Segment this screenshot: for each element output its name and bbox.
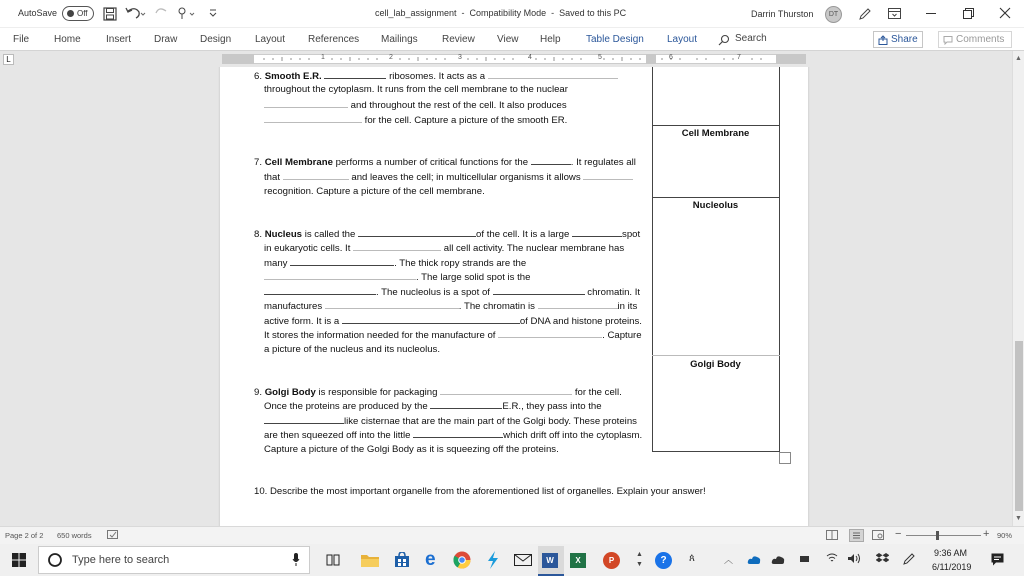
- onedrive-icon[interactable]: [747, 555, 761, 567]
- q8-line8: It stores the information needed for the manufacture of . Capture: [264, 330, 642, 341]
- tab-table-layout[interactable]: Layout: [667, 33, 698, 45]
- cortana-icon: [47, 552, 63, 568]
- table-bottom-border: [652, 451, 780, 452]
- q8-line6: manufactures . The chromatin is in its: [264, 301, 638, 312]
- tab-review[interactable]: Review: [442, 33, 475, 45]
- clock-time[interactable]: 9:36 AM: [934, 548, 968, 558]
- share-icon: [878, 35, 888, 45]
- tab-help[interactable]: Help: [540, 33, 561, 45]
- microphone-icon[interactable]: [292, 553, 300, 569]
- q8-line1: 8. Nucleus is called the of the cell. It is a large spot: [254, 229, 641, 240]
- q6-line1: 6. Smooth E.R. ribosomes. It acts as a: [254, 69, 618, 85]
- store-icon[interactable]: [394, 552, 410, 571]
- document-area: [0, 67, 1012, 526]
- q6-line3: and throughout the rest of the cell. It also produces: [264, 98, 567, 114]
- table-resize-handle[interactable]: [779, 452, 791, 464]
- customize-toolbar-icon[interactable]: [208, 7, 218, 22]
- volume-icon[interactable]: [848, 553, 861, 567]
- q9-line3: like cisternae that are the main part of the Golgi body. These proteins: [264, 414, 637, 430]
- read-mode-icon[interactable]: [826, 530, 838, 542]
- q8-line4: . The large solid spot is the: [264, 270, 530, 286]
- comments-label: Comments: [956, 34, 1005, 45]
- tab-references[interactable]: References: [308, 33, 360, 45]
- tab-view[interactable]: View: [497, 33, 519, 45]
- ruler-num-5: 5: [598, 54, 602, 61]
- help-app-icon[interactable]: ?: [655, 552, 672, 569]
- word-count[interactable]: 650 words: [57, 531, 92, 540]
- q7-line2: that and leaves the cell; in multicellular organisms it allows: [264, 170, 633, 186]
- table-row-divider: [652, 125, 780, 126]
- ribbon-tabs: [0, 28, 1024, 51]
- q8-line3: many . The thick ropy strands are the: [264, 258, 527, 269]
- zoom-in-icon[interactable]: +: [983, 528, 990, 540]
- search-label[interactable]: Search: [735, 33, 767, 44]
- tab-table-design[interactable]: Table Design: [586, 33, 644, 45]
- ruler-num-6: 6: [669, 54, 673, 61]
- q8-term: Nucleus: [264, 229, 303, 240]
- comment-icon: [943, 35, 953, 45]
- task-view-icon[interactable]: [326, 553, 340, 570]
- table-row-divider: [652, 197, 780, 198]
- search-icon[interactable]: [718, 34, 730, 49]
- ruler-ticks: [222, 54, 806, 64]
- excel-app-icon[interactable]: X: [570, 553, 586, 568]
- ruler-num-3: 3: [458, 54, 462, 61]
- powerpoint-app-icon[interactable]: P: [603, 552, 620, 569]
- q6-line2: throughout the cytoplasm. It runs from the cell membrane to the nuclear: [264, 84, 568, 95]
- touch-mode-icon[interactable]: [176, 6, 202, 23]
- minimize-icon[interactable]: [926, 13, 936, 14]
- status-bar: [0, 526, 1024, 544]
- document-page[interactable]: [220, 67, 808, 526]
- q8-line5: . The nucleolus is a spot of chromatin. It: [264, 285, 640, 301]
- zoom-slider-thumb[interactable]: [936, 531, 939, 540]
- q8-line9: a picture of the nucleus and its nucleolus.: [264, 344, 440, 355]
- tab-mailings[interactable]: Mailings: [381, 33, 418, 45]
- q9-term: Golgi Body: [264, 387, 316, 398]
- q9-line5: Capture a picture of the Golgi Body as it is squeezing off the proteins.: [264, 444, 559, 455]
- tab-draw[interactable]: Draw: [154, 33, 178, 45]
- q8-line2: in eukaryotic cells. It all cell activity. The nuclear membrane has: [264, 243, 625, 254]
- share-button[interactable]: [873, 31, 923, 48]
- wifi-icon[interactable]: [826, 553, 838, 566]
- bolt-app-icon[interactable]: [487, 551, 499, 572]
- ruler-num-7: 7: [737, 54, 741, 61]
- save-icon[interactable]: [103, 7, 117, 24]
- pen-workspace-icon[interactable]: [903, 553, 915, 568]
- clock-date[interactable]: 6/11/2019: [932, 562, 972, 572]
- toggle-knob: [67, 10, 74, 17]
- nucleolus-label: Nucleolus: [692, 200, 739, 211]
- close-icon[interactable]: [999, 7, 1011, 22]
- autosave-toggle[interactable]: [62, 6, 94, 21]
- zoom-level[interactable]: 90%: [997, 531, 1013, 540]
- ruler-num-4: 4: [528, 54, 532, 61]
- q7-line3: recognition. Capture a picture of the cell membrane.: [264, 186, 485, 197]
- taskbar-search-placeholder: Type here to search: [72, 554, 170, 566]
- dropbox-icon[interactable]: [876, 553, 889, 567]
- autosave-label: AutoSave: [18, 8, 58, 18]
- q10-line: 10. Describe the most important organelle from the aforementioned list of organelles. Explain your answer!: [254, 486, 706, 497]
- web-layout-icon[interactable]: [872, 530, 884, 542]
- edge-icon[interactable]: e: [425, 549, 436, 570]
- golgi-body-label: Golgi Body: [690, 359, 741, 370]
- word-app-icon[interactable]: W: [538, 546, 564, 576]
- q7-line1: 7. Cell Membrane performs a number of critical functions for the . It regulates all: [254, 157, 636, 168]
- zoom-slider[interactable]: [906, 535, 981, 536]
- file-explorer-icon[interactable]: [361, 553, 379, 570]
- table-row-divider-light: [652, 355, 780, 356]
- vertical-scrollbar[interactable]: [1012, 51, 1024, 526]
- scroll-thumb[interactable]: [1015, 341, 1023, 511]
- chrome-icon[interactable]: [453, 551, 471, 572]
- q9-line1: 9. Golgi Body is responsible for packaging for the cell.: [254, 387, 622, 398]
- tab-insert[interactable]: Insert: [106, 33, 132, 45]
- title-bar: [0, 0, 1024, 28]
- page-count[interactable]: Page 2 of 2: [5, 531, 44, 540]
- tab-file[interactable]: File: [13, 33, 30, 45]
- ribbon-display-icon[interactable]: [888, 8, 901, 22]
- restore-icon[interactable]: [963, 8, 974, 22]
- taskbar-search-box[interactable]: [38, 546, 310, 574]
- scroll-down-icon[interactable]: ▼: [1015, 515, 1022, 522]
- cell-membrane-label: Cell Membrane: [681, 128, 750, 139]
- comments-button[interactable]: [938, 31, 1012, 48]
- undo-icon[interactable]: [125, 6, 147, 23]
- q7-term: Cell Membrane: [264, 157, 333, 168]
- ruler-row: [0, 51, 1024, 67]
- share-label: Share: [891, 34, 918, 45]
- show-hidden-icons[interactable]: ︿: [724, 555, 734, 565]
- q9-line4: are then squeezed off into the little which drift off into the cytoplasm.: [264, 430, 643, 441]
- ruler-num-2: 2: [389, 54, 393, 61]
- document-title: cell_lab_assignment - Compatibility Mode - Saved to this PC: [375, 8, 627, 18]
- zoom-out-icon[interactable]: −: [895, 528, 902, 540]
- onedrive-personal-icon[interactable]: [771, 555, 785, 567]
- avatar[interactable]: DT: [825, 6, 842, 23]
- q8-line7: active form. It is a of DNA and histone proteins.: [264, 316, 642, 327]
- q6-term: Smooth E.R.: [264, 71, 322, 82]
- scroll-up-icon[interactable]: ▲: [1015, 55, 1022, 62]
- windows-start-icon[interactable]: [12, 553, 26, 570]
- q9-line2: Once the proteins are produced by the E.R., they pass into the: [264, 401, 602, 412]
- mail-icon[interactable]: [514, 554, 532, 569]
- battery-icon[interactable]: [800, 556, 809, 562]
- autosave-state: Off: [77, 9, 88, 18]
- user-name[interactable]: Darrin Thurston: [751, 9, 814, 19]
- ruler-num-1: 1: [321, 54, 325, 61]
- redo-icon[interactable]: [155, 6, 169, 23]
- tab-selector[interactable]: L: [3, 54, 14, 65]
- q6-line4: for the cell. Capture a picture of the smooth ER.: [264, 113, 567, 129]
- tab-home[interactable]: Home: [54, 33, 81, 45]
- people-icon[interactable]: ጰ: [689, 553, 695, 564]
- taskbar-overflow-icon[interactable]: ▲ ▼: [636, 551, 643, 568]
- print-layout-icon[interactable]: [849, 529, 864, 542]
- proofing-icon[interactable]: [107, 530, 119, 542]
- tab-design[interactable]: Design: [200, 33, 232, 45]
- pen-icon[interactable]: [858, 7, 872, 24]
- tab-layout[interactable]: Layout: [255, 33, 286, 45]
- taskbar: [0, 544, 1024, 576]
- action-center-icon[interactable]: [991, 553, 1004, 569]
